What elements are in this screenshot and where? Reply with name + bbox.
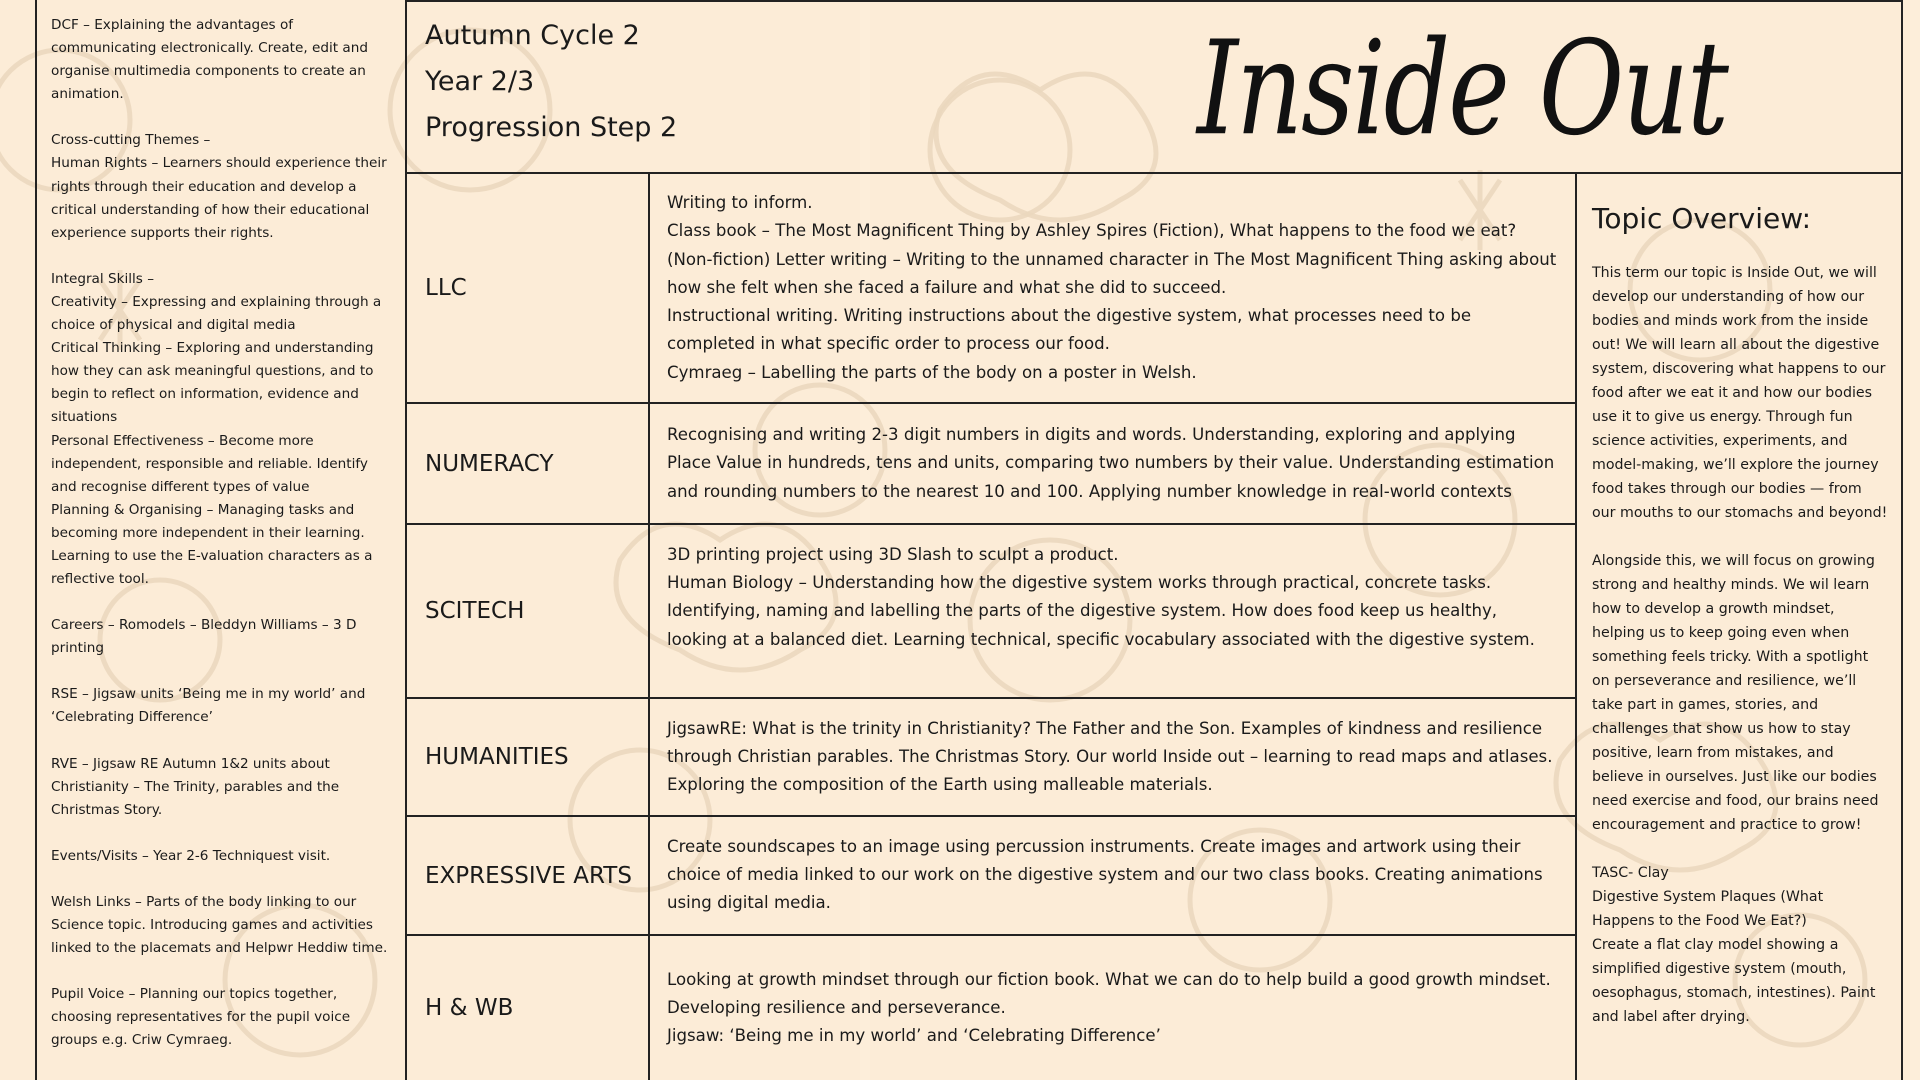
progression-label: Progression Step 2: [425, 112, 678, 143]
content-line: Human Biology – Understanding how the digestive system works through practical, concrete tasks. Identifying, naming and labelling the parts of the digestive system. How does food keep us healthy, looking at a balanced diet. Learning technical, specific vocabulary associated with the digestive system.: [667, 573, 1535, 649]
left-paragraph: RVE – Jigsaw RE Autumn 1&2 units about Christianity – The Trinity, parables and the Christmas Story.: [51, 755, 340, 818]
left-paragraph: DCF – Explaining the advantages of communicating electronically. Create, edit and organise multimedia components to create an animation.: [51, 17, 368, 103]
subject-content: [650, 404, 1575, 523]
subject-label: NUMERACY: [407, 404, 650, 523]
page-title: Inside Out: [1197, 12, 1727, 165]
content-line: Cymraeg – Labelling the parts of the body on a poster in Welsh.: [667, 362, 1197, 382]
cycle-label: Autumn Cycle 2: [425, 20, 640, 51]
content-line: Create soundscapes to an image using percussion instruments. Create images and artwork using their choice of media linked to our work on the digestive system and our two class books. Creating animations using digital media.: [667, 837, 1543, 913]
left-paragraph: Integral Skills – Creativity – Expressing and explaining through a choice of physical and digital media Critical Thinking – Exploring and understanding how they can ask meaningful questions, and to begin to reflect on information, evidence and situations Personal Effectiveness – Become more independent, responsible and reliable. Identify and recognise different types of value Planning & Organising – Managing tasks and becoming more independent in their learning. Learning to use the E-valuation characters as a reflective tool.: [51, 270, 382, 588]
subject-label: SCITECH: [407, 525, 650, 697]
topic-overview-panel: [1577, 174, 1903, 1080]
subjects-table: [407, 174, 1577, 1080]
subject-row-numeracy: [407, 404, 1575, 525]
overview-text: [1592, 261, 1889, 1029]
content-line: Instructional writing. Writing instructions about the digestive system, what processes need to be completed in what specific order to process our food.: [667, 306, 1472, 354]
subject-label: HUMANITIES: [407, 699, 650, 815]
left-paragraph: Events/Visits – Year 2-6 Techniquest visit.: [51, 847, 331, 864]
overview-paragraph: This term our topic is Inside Out, we will develop our understanding of how our bodies and minds work from the inside out! We will learn all about the digestive system, discovering what happens to our food after we eat it and how our bodies use it to give us energy. Through fun science activities, experiments, and model-making, we’ll explore the journey food takes through our bodies — from our mouths to our stomachs and beyond!: [1592, 265, 1888, 521]
left-paragraph: RSE – Jigsaw units ‘Being me in my world’ and ‘Celebrating Difference’: [51, 686, 366, 726]
year-label: Year 2/3: [425, 66, 535, 97]
content-line: Jigsaw: ‘Being me in my world’ and ‘Celebrating Difference’: [667, 1026, 1161, 1046]
subject-content: [650, 699, 1575, 815]
subject-row-llc: [407, 174, 1575, 404]
subject-label: LLC: [407, 174, 650, 402]
content-line: Developing resilience and perseverance.: [667, 997, 1006, 1017]
subject-label: EXPRESSIVE ARTS: [407, 817, 650, 934]
subject-row-humanities: [407, 699, 1575, 817]
overview-paragraph: Alongside this, we will focus on growing strong and healthy minds. We wil learn how to develop a growth mindset, helping us to keep going even when something feels tricky. With a spotlight on perseverance and resilience, we’ll take part in games, stories, and challenges that show us how to stay positive, learn from mistakes, and believe in ourselves. Just like our bodies need exercise and food, our brains need encouragement and practice to grow!: [1592, 553, 1879, 833]
content-line: JigsawRE: What is the trinity in Christianity? The Father and the Son. Examples of kindness and resilience through Christian parables. The Christmas Story. Our world Inside out – learning to read maps and atlases. Exploring the composition of the Earth using malleable materials.: [667, 718, 1553, 795]
overview-paragraph: TASC- Clay Digestive System Plaques (What Happens to the Food We Eat?) Create a flat clay model showing a simplified digestive system (mouth, oesophagus, stomach, intestines). Paint and label after drying.: [1592, 865, 1876, 1025]
left-info-column: [35, 0, 407, 1080]
subject-content: [650, 936, 1575, 1080]
subject-content: [650, 525, 1575, 697]
content-line: Recognising and writing 2-3 digit numbers in digits and words. Understanding, exploring and applying Place Value in hundreds, tens and units, comparing two numbers by their value. Understanding estimation and rounding numbers to the nearest 10 and 100. Applying number knowledge in real-world contexts: [667, 425, 1555, 501]
content-line: Writing to inform.: [667, 193, 813, 213]
subject-label: H & WB: [407, 936, 650, 1080]
left-paragraph: Careers – Romodels – Bleddyn Williams – 3 D printing: [51, 617, 357, 657]
overview-title: Topic Overview:: [1592, 202, 1812, 235]
subject-row-h-wb: [407, 936, 1575, 1080]
left-paragraph: Welsh Links – Parts of the body linking to our Science topic. Introducing games and activities linked to the placemats and Helpwr Heddiw time.: [51, 893, 388, 957]
left-paragraph: Pupil Voice – Planning our topics together, choosing representatives for the pupil voice groups e.g. Criw Cymraeg.: [51, 986, 351, 1049]
subject-content: [650, 817, 1575, 934]
header: [407, 0, 1903, 174]
subject-row-scitech: [407, 525, 1575, 699]
subject-row-expressive-arts: [407, 817, 1575, 936]
content-line: Looking at growth mindset through our fiction book. What we can do to help build a good growth mindset.: [667, 969, 1551, 989]
content-line: Class book – The Most Magnificent Thing by Ashley Spires (Fiction), What happens to the food we eat? (Non-fiction) Letter writing – Writing to the unnamed character in The Most Magnificent Thing asking about how she felt when she faced a failure and what she did to succeed.: [667, 221, 1557, 297]
subject-content: [650, 174, 1575, 402]
content-line: 3D printing project using 3D Slash to sculpt a product.: [667, 545, 1119, 564]
left-paragraph: Cross-cutting Themes – Human Rights – Learners should experience their rights through their education and develop a critical understanding of how their educational experience supports their rights.: [51, 132, 387, 241]
